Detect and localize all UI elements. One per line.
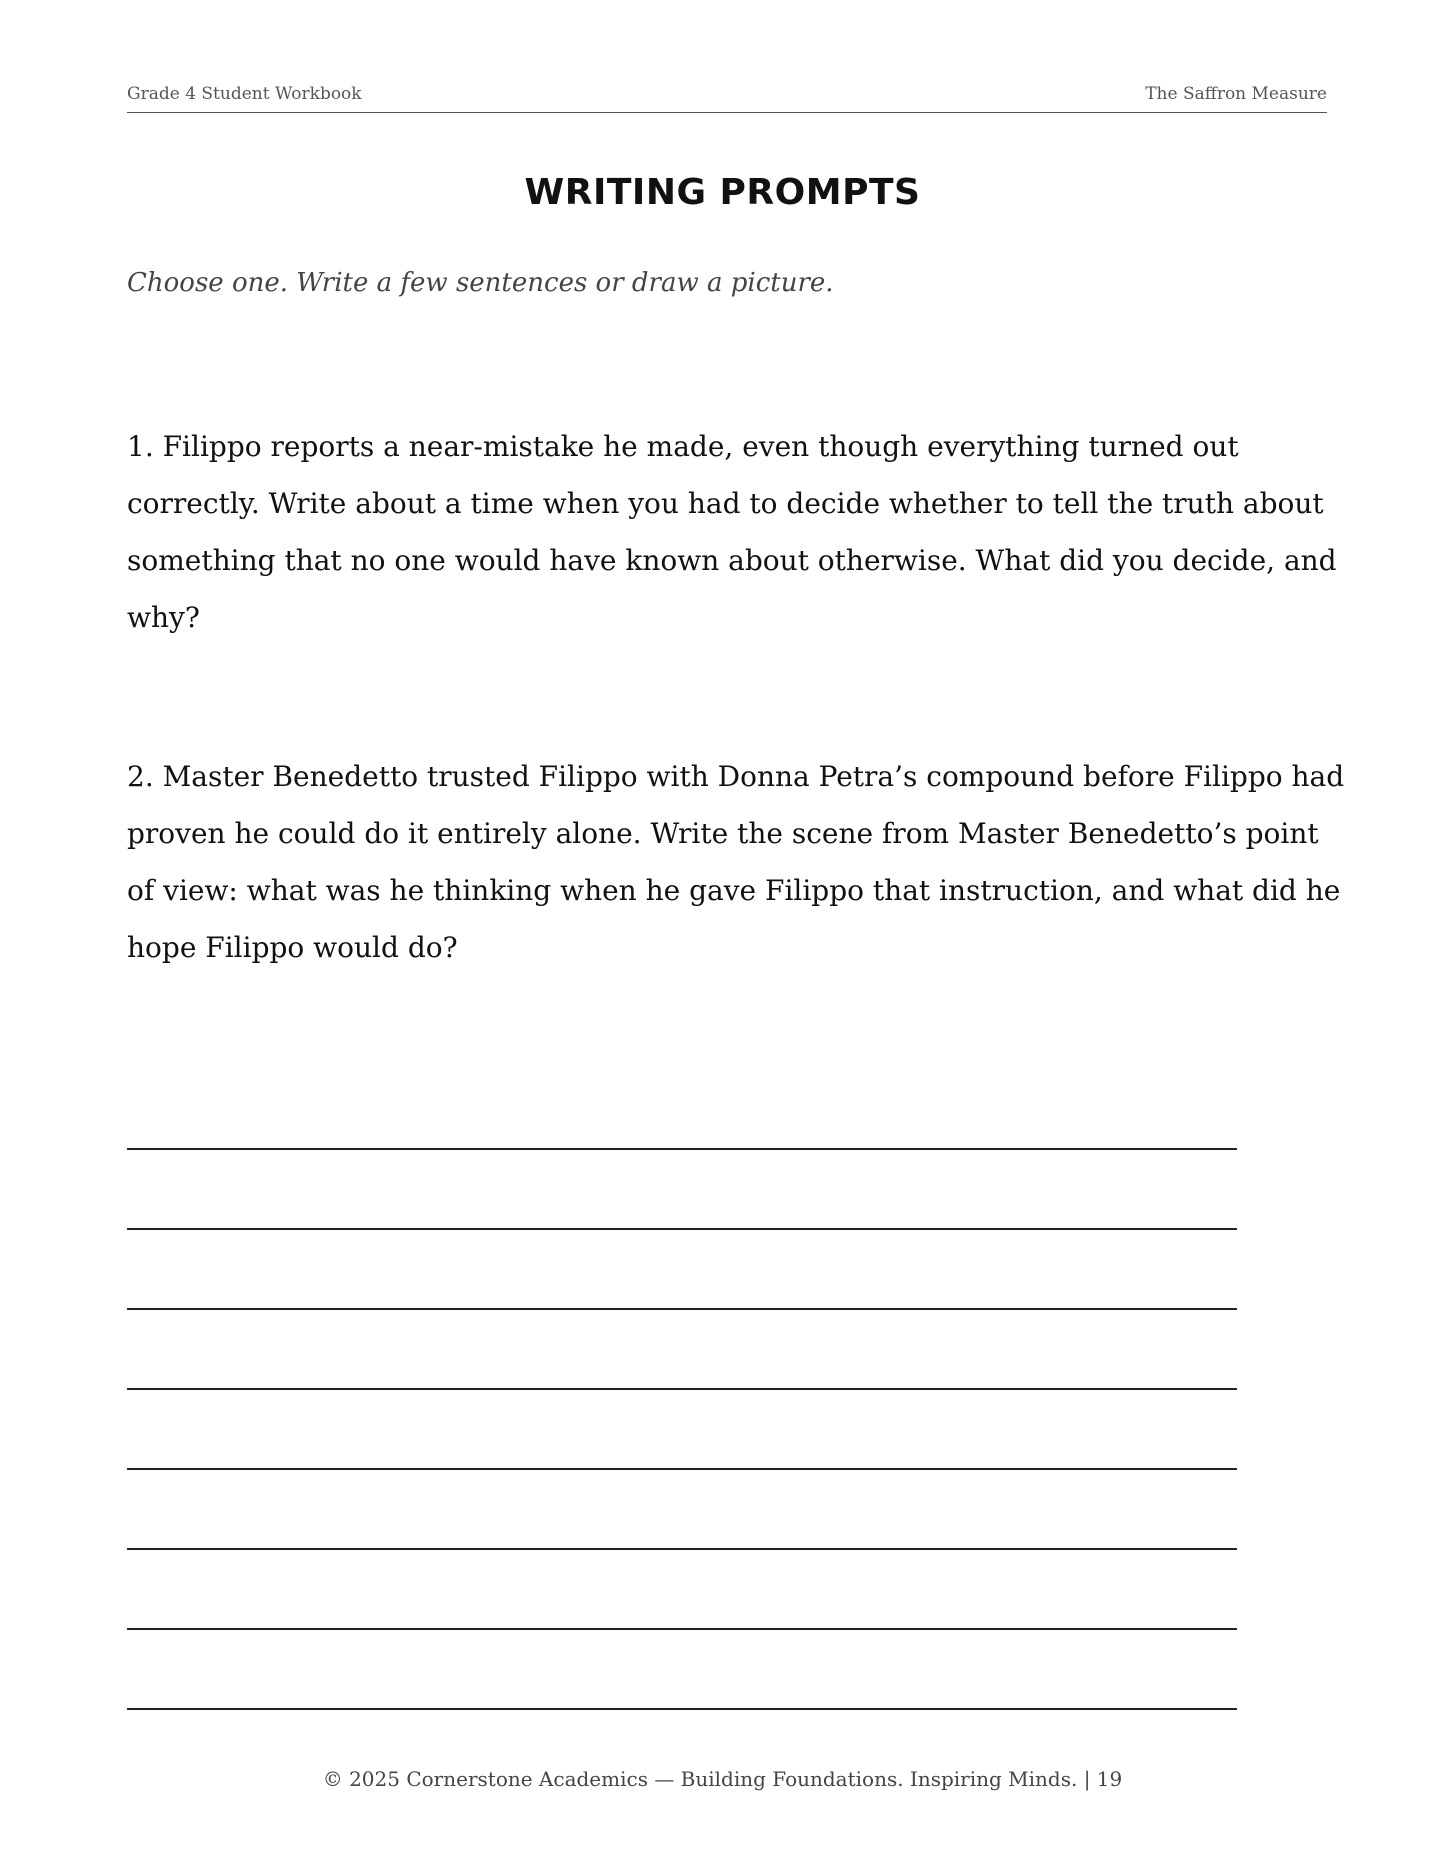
answer-line xyxy=(127,1390,1237,1470)
header-workbook-title: Grade 4 Student Workbook xyxy=(127,84,362,104)
running-header xyxy=(127,82,1327,113)
page-title: WRITING PROMPTS xyxy=(524,172,921,213)
page-footer: © 2025 Cornerstone Academics — Building Foundations. Inspiring Minds. | 19 xyxy=(322,1767,1123,1791)
writing-prompt-1: 1. Filippo reports a near-mistake he made, even though everything turned out correctly. Write about a time when you had to decide whether to tell the truth about something that no one would have known about otherwise. What did you decide, and why? xyxy=(127,430,1337,634)
answer-line xyxy=(127,1550,1237,1630)
answer-line xyxy=(127,1470,1237,1550)
answer-line xyxy=(127,1310,1237,1390)
answer-lines xyxy=(127,1070,1237,1710)
answer-line xyxy=(127,1150,1237,1230)
instructions: Choose one. Write a few sentences or draw a picture. xyxy=(127,268,834,298)
header-book-title: The Saffron Measure xyxy=(1145,84,1327,104)
answer-line xyxy=(127,1230,1237,1310)
answer-line xyxy=(127,1630,1237,1710)
writing-prompt-2: 2. Master Benedetto trusted Filippo with Donna Petra’s compound before Filippo had proven he could do it entirely alone. Write the scene from Master Benedetto’s point of view: what was he thinking when he gave Filippo that instruction, and what did he hope Filippo would do? xyxy=(127,760,1345,964)
answer-line xyxy=(127,1070,1237,1150)
